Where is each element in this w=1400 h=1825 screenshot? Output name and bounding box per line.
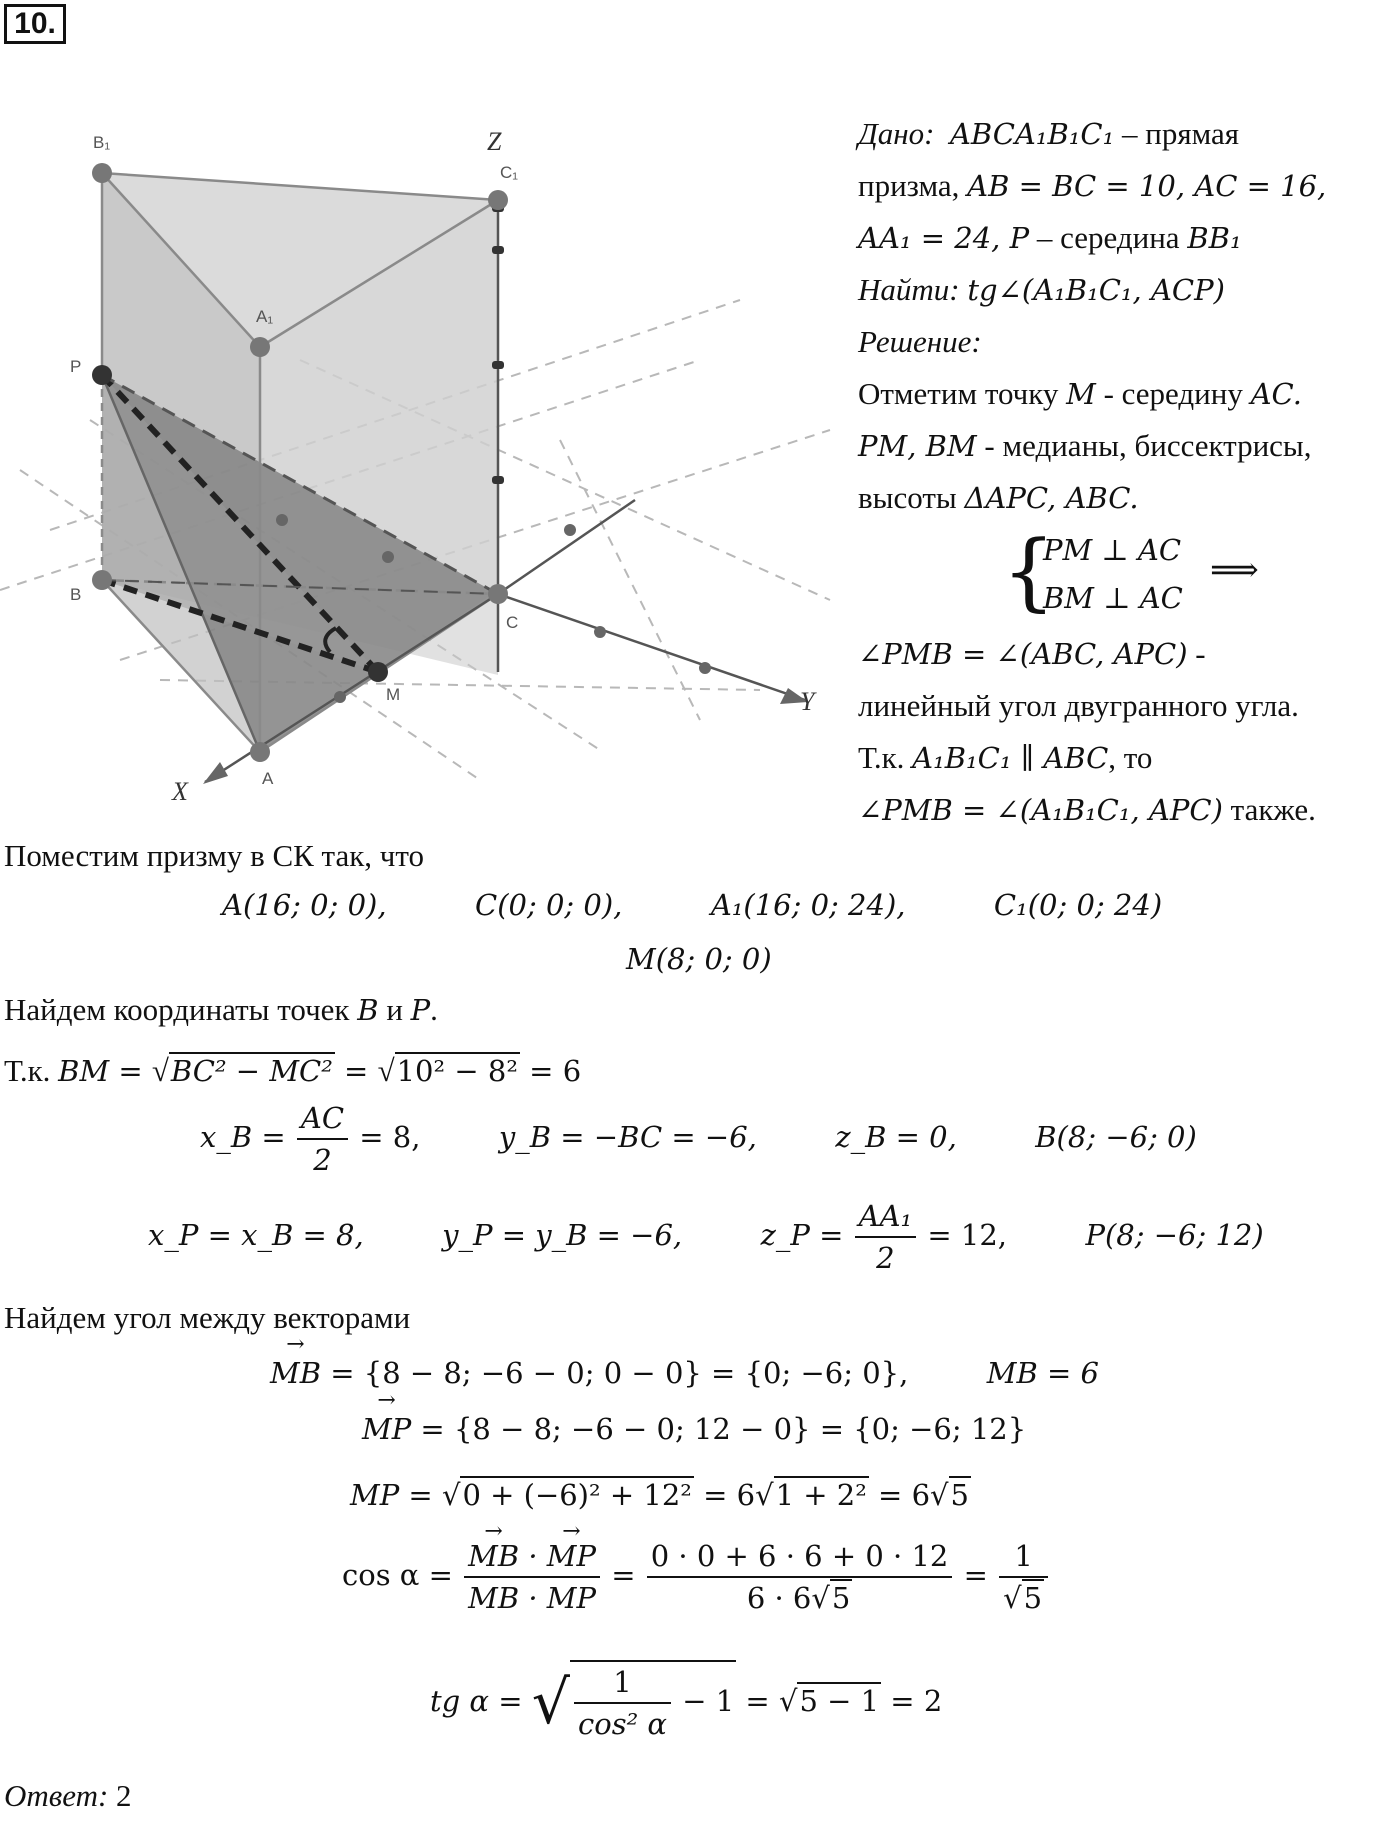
- fraction-cos-values: $\frac{0 \cdot 0 + 6 \cdot 6 + 0 \cdot 12}{6 \cdot 6√5}$: [647, 1536, 953, 1618]
- answer-line: Ответ: 2: [4, 1778, 132, 1813]
- point-p: [92, 365, 112, 385]
- mp-length-line: MP = √0 + (−6)² + 12² = 6√1 + 2² = 6√5: [350, 1478, 969, 1512]
- prism-figure: [0, 105, 850, 825]
- given-line-3: AA₁ = 24, P – середина BB₁: [858, 220, 1242, 255]
- solution-line-4: ∠PMB = ∠(ABC, APC) -: [858, 636, 1206, 671]
- point-c1: [488, 190, 508, 210]
- coords-row-2: M(8; 0; 0): [626, 942, 772, 976]
- aux-point: [594, 626, 606, 638]
- aux-point: [699, 662, 711, 674]
- problem-number: 10.: [4, 4, 66, 44]
- label-c1: C₁: [500, 163, 519, 182]
- label-b: B: [70, 585, 82, 604]
- fraction-cos-vectors: → $\frac{MB \cdot \to MP}{MB \cdot MP}$: [464, 1536, 600, 1618]
- coords-row-1: A(16; 0; 0), C(0; 0; 0), A₁(16; 0; 24), C₁(0; 0; 24): [222, 888, 1163, 922]
- label-b1: B₁: [93, 133, 111, 152]
- label-p: P: [70, 357, 82, 376]
- aux-point: [334, 691, 346, 703]
- solution-line-2: PM, BM - медианы, биссектрисы,: [858, 428, 1312, 463]
- point-c: [488, 584, 508, 604]
- solution-line-1: Отметим точку M - середину AC.: [858, 376, 1302, 411]
- label-axis-x: X: [172, 777, 188, 806]
- place-text: Поместим призму в СК так, что: [4, 838, 425, 873]
- bm-length-line: Т.к. BM = √BC² − MC² = √10² − 8² = 6: [4, 1053, 582, 1088]
- solution-line-3: высоты ΔAPC, ABC.: [858, 480, 1139, 515]
- aux-point: [382, 551, 394, 563]
- point-m: [368, 662, 388, 682]
- b-coords-line: x_B = $\frac{AC}{2}$ = 8, y_B = −BC = −6, z_B = 0, B(8; −6; 0): [200, 1098, 1197, 1180]
- label-axis-z: Z: [487, 127, 502, 156]
- aux-point: [564, 524, 576, 536]
- label-axis-y: Y: [800, 687, 815, 716]
- label-a1: A₁: [256, 307, 274, 326]
- solution-line-7: ∠PMB = ∠(A₁B₁C₁, APC) также.: [858, 792, 1316, 827]
- given-line-1: Дано: ABCA₁B₁C₁ – прямая: [858, 116, 1240, 151]
- label-a: A: [262, 769, 274, 788]
- x-axis-arrow: [203, 762, 228, 784]
- find-line: Найти: tg∠(A₁B₁C₁, ACP): [858, 272, 1225, 307]
- find-coords-text: Найдем координаты точек B и P.: [4, 992, 438, 1027]
- label-c: C: [506, 613, 519, 632]
- point-b1: [92, 163, 112, 183]
- system-line-1: PM ⊥ AC: [1043, 533, 1182, 567]
- solution-line-5: линейный угол двугранного угла.: [858, 688, 1299, 723]
- fraction-aa1-2: $\frac{\text{AA₁}}{2}$: [855, 1196, 917, 1278]
- system-line-2: BM ⊥ AC: [1043, 581, 1183, 615]
- solution-line-6: Т.к. A₁B₁C₁ ∥ ABC, то: [858, 740, 1153, 775]
- implies-symbol: ⟹: [1210, 550, 1259, 590]
- fraction-ac-2: $\frac{AC}{2}$: [297, 1098, 348, 1180]
- fraction-cos-result: $\frac{1}{√5}$: [999, 1536, 1048, 1618]
- perpendicular-system: [858, 524, 1398, 628]
- point-a: [250, 742, 270, 762]
- system-brace: {: [1002, 522, 1056, 620]
- angle-text: Найдем угол между векторами: [4, 1300, 411, 1335]
- aux-point: [276, 514, 288, 526]
- vector-mp-line: → MP = {8 − 8; −6 − 0; 12 − 0} = {0; −6; 12}: [362, 1412, 1026, 1446]
- given-section: [858, 108, 1398, 836]
- solution-label: Решение:: [858, 324, 982, 359]
- point-a1: [250, 337, 270, 357]
- given-line-2: призма, AB = BC = 10, AC = 16,: [858, 168, 1327, 203]
- cos-line: cos α = → $\frac{MB \cdot \to MP}{MB \cdot MP}$ = $\frac{0 \cdot 0 + 6 \cdot 6 + 0 \cdot 12}{6 \cdot 6√5}$ = $\frac{1}{√5}$: [342, 1536, 1050, 1618]
- p-coords-line: x_P = x_B = 8, y_P = y_B = −6, z_P = $\frac{\text{AA₁}}{2}$ = 12, P(8; −6; 12): [148, 1196, 1264, 1278]
- tg-line: tg α = √ $\frac{1}{\text{cos² α}}$ − 1 = √5 − 1 = 2: [430, 1660, 942, 1744]
- point-b: [92, 570, 112, 590]
- label-m: M: [386, 685, 401, 704]
- fraction-tg: $\frac{1}{\text{cos² α}}$: [574, 1662, 671, 1744]
- vector-mb-line: → MB = {8 − 8; −6 − 0; 0 − 0} = {0; −6; 0}, MB = 6: [270, 1356, 1099, 1390]
